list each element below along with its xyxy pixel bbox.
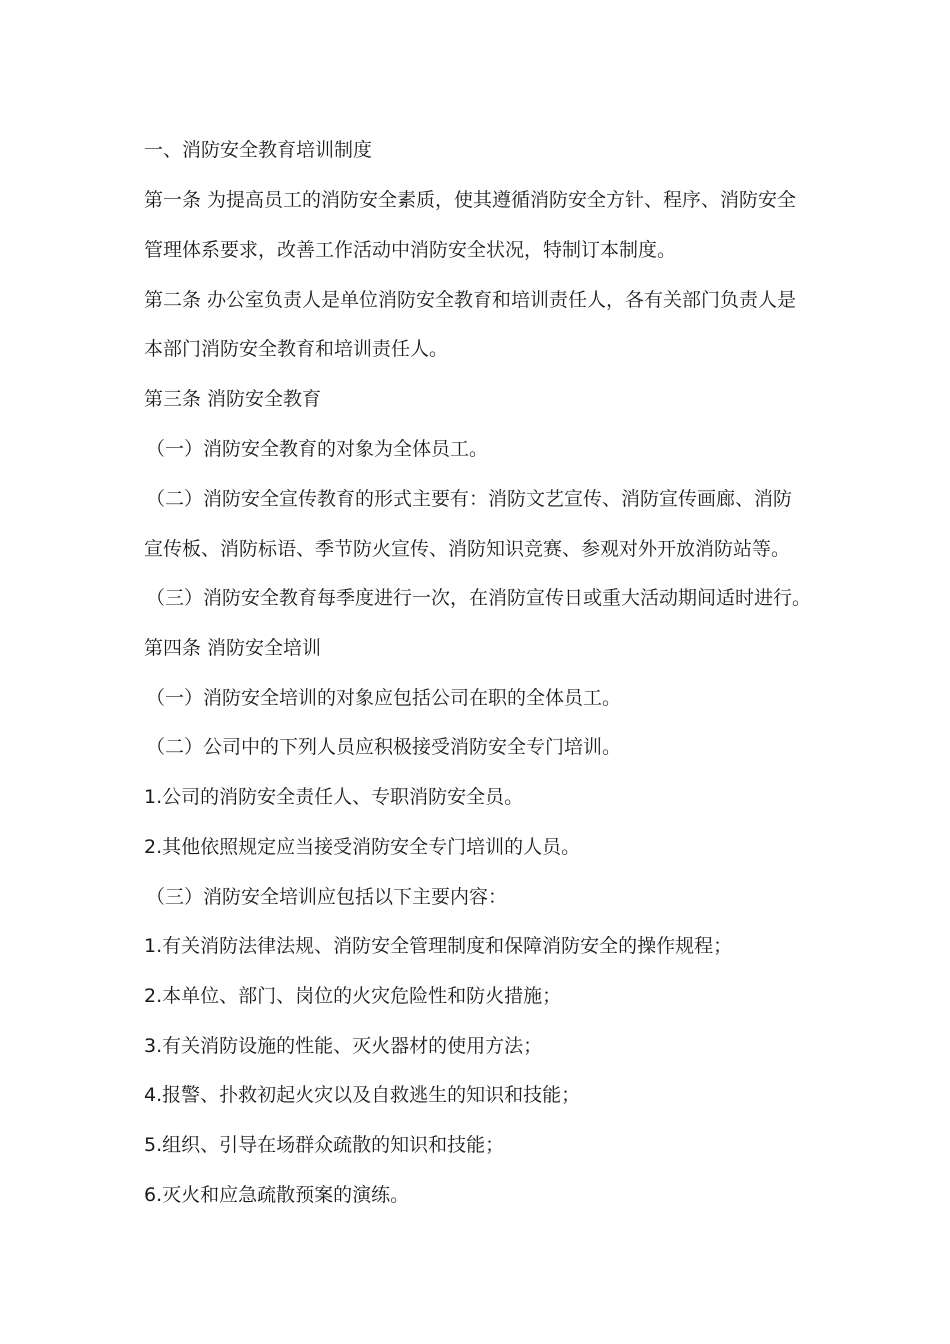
list-item: 2.本单位、部门、岗位的火灾危险性和防火措施； bbox=[144, 985, 562, 1007]
list-item: 3.有关消防设施的性能、灭火器材的使用方法； bbox=[144, 1035, 543, 1057]
article-2-line-2: 本部门消防安全教育和培训责任人。 bbox=[144, 338, 449, 360]
article-4-heading: 第四条 消防安全培训 bbox=[144, 637, 322, 659]
list-item: 2.其他依照规定应当接受消防安全专门培训的人员。 bbox=[144, 836, 581, 858]
list-item: 4.报警、扑救初起火灾以及自救逃生的知识和技能； bbox=[144, 1084, 581, 1106]
article-4-item-3: （三）消防安全培训应包括以下主要内容： bbox=[146, 886, 508, 908]
list-item: 6.灭火和应急疏散预案的演练。 bbox=[144, 1184, 410, 1206]
article-1-line-2: 管理体系要求，改善工作活动中消防安全状况，特制订本制度。 bbox=[144, 239, 677, 261]
article-1-line-1: 第一条 为提高员工的消防安全素质，使其遵循消防安全方针、程序、消防安全 bbox=[144, 189, 797, 211]
list-item: 1.有关消防法律法规、消防安全管理制度和保障消防安全的操作规程； bbox=[144, 935, 733, 957]
article-4-item-1: （一）消防安全培训的对象应包括公司在职的全体员工。 bbox=[146, 687, 622, 709]
list-item: 5.组织、引导在场群众疏散的知识和技能； bbox=[144, 1134, 505, 1156]
list-item: 1.公司的消防安全责任人、专职消防安全员。 bbox=[144, 786, 524, 808]
section-heading: 一、消防安全教育培训制度 bbox=[144, 139, 373, 161]
article-3-item-2-line-2: 宣传板、消防标语、季节防火宣传、消防知识竞赛、参观对外开放消防站等。 bbox=[144, 538, 791, 560]
article-3-heading: 第三条 消防安全教育 bbox=[144, 388, 322, 410]
article-3-item-2-line-1: （二）消防安全宣传教育的形式主要有：消防文艺宣传、消防宣传画廊、消防 bbox=[146, 488, 793, 510]
article-3-item-3: （三）消防安全教育每季度进行一次，在消防宣传日或重大活动期间适时进行。 bbox=[146, 587, 812, 609]
article-2-line-1: 第二条 办公室负责人是单位消防安全教育和培训责任人，各有关部门负责人是 bbox=[144, 289, 797, 311]
article-4-item-2: （二）公司中的下列人员应积极接受消防安全专门培训。 bbox=[146, 736, 622, 758]
article-3-item-1: （一）消防安全教育的对象为全体员工。 bbox=[146, 438, 489, 460]
